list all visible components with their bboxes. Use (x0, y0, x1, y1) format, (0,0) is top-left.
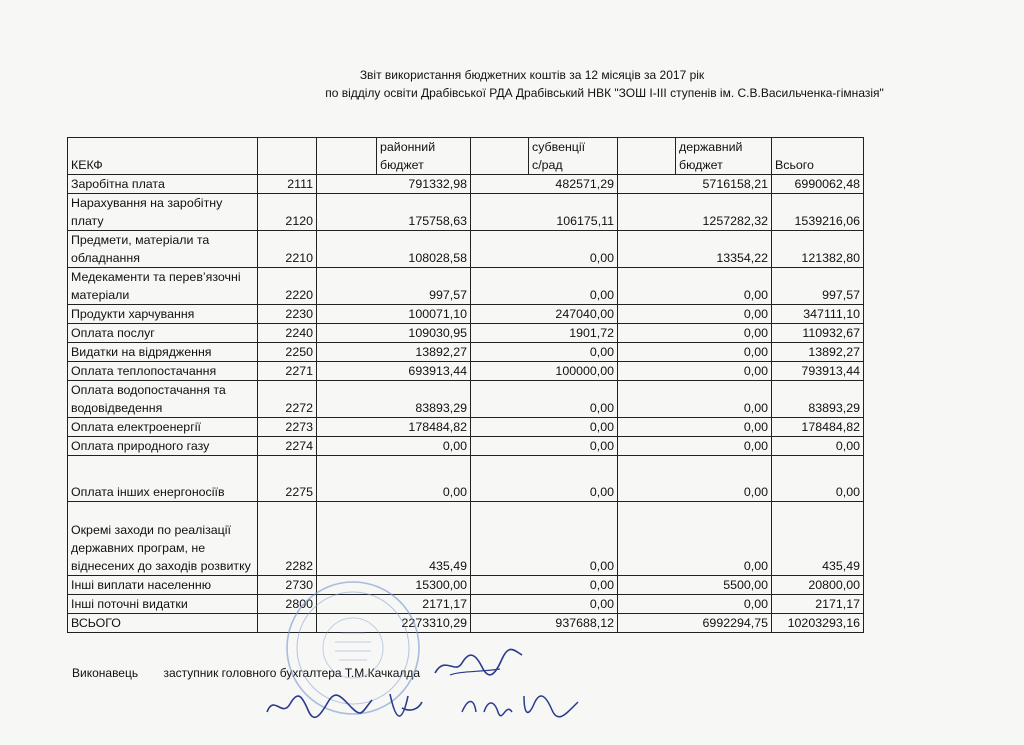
row-total: 1539216,06 (772, 194, 864, 231)
director-signature-icon (262, 682, 592, 732)
table-row (68, 456, 864, 502)
row-total: 997,57 (772, 268, 864, 305)
table-row (68, 268, 864, 305)
row-subvention: 247040,00 (471, 305, 618, 324)
row-district: 109030,95 (317, 324, 471, 343)
row-total: 435,49 (772, 502, 864, 576)
row-code: 2250 (258, 343, 317, 362)
row-code: 2273 (258, 418, 317, 437)
row-total: 793913,44 (772, 362, 864, 381)
row-state: 1257282,32 (618, 194, 772, 231)
row-state: 0,00 (618, 268, 772, 305)
row-subvention: 0,00 (471, 381, 618, 418)
total-label: ВСЬОГО (68, 614, 258, 633)
table-row (68, 343, 864, 362)
row-name: Нарахування на заробітну плату (68, 194, 258, 231)
row-state: 0,00 (618, 305, 772, 324)
row-district: 83893,29 (317, 381, 471, 418)
header-state-budget: державний бюджет (676, 138, 772, 175)
row-subvention: 0,00 (471, 595, 618, 614)
total-district: 2273310,29 (317, 614, 471, 633)
executor-position: заступник головного бухгалтера Т.М.Качкалда (163, 666, 421, 680)
total-state: 6992294,75 (618, 614, 772, 633)
row-total: 121382,80 (772, 231, 864, 268)
row-total: 110932,67 (772, 324, 864, 343)
row-state: 0,00 (618, 502, 772, 576)
executor-signature-icon (430, 645, 525, 685)
table-row (68, 194, 864, 231)
header-district-budget: районний бюджет (377, 138, 471, 175)
row-district: 997,57 (317, 268, 471, 305)
row-name: Предмети, матеріали та обладнання (68, 231, 258, 268)
row-name: Інші виплати населенню (68, 576, 258, 595)
table-row (68, 305, 864, 324)
row-district: 178484,82 (317, 418, 471, 437)
row-code: 2240 (258, 324, 317, 343)
row-district: 435,49 (317, 502, 471, 576)
row-subvention: 0,00 (471, 343, 618, 362)
row-state: 5500,00 (618, 576, 772, 595)
row-name: Оплата електроенергії (68, 418, 258, 437)
row-name: Окремі заходи по реалізації державних програм, не віднесених до заходів розвитку (68, 502, 258, 576)
row-district: 0,00 (317, 437, 471, 456)
row-code: 2730 (258, 576, 317, 595)
row-subvention: 0,00 (471, 418, 618, 437)
row-district: 108028,58 (317, 231, 471, 268)
row-state: 0,00 (618, 418, 772, 437)
row-total: 13892,27 (772, 343, 864, 362)
row-code: 2274 (258, 437, 317, 456)
row-subvention: 1901,72 (471, 324, 618, 343)
row-code: 2120 (258, 194, 317, 231)
budget-table-body (68, 138, 864, 633)
executor-label: Виконавець (72, 666, 139, 680)
report-title-line1: Звіт використання бюджетних коштів за 12 місяців за 2017 рік (359, 68, 705, 82)
table-row (68, 362, 864, 381)
row-total: 347111,10 (772, 305, 864, 324)
table-row (68, 595, 864, 614)
table-row (68, 502, 864, 576)
row-code: 2210 (258, 231, 317, 268)
row-subvention: 100000,00 (471, 362, 618, 381)
row-subvention: 106175,11 (471, 194, 618, 231)
table-row (68, 418, 864, 437)
row-name: Оплата послуг (68, 324, 258, 343)
row-name: Медекаменти та перев’язочні матеріали (68, 268, 258, 305)
row-state: 13354,22 (618, 231, 772, 268)
row-state: 0,00 (618, 381, 772, 418)
table-row (68, 381, 864, 418)
table-row (68, 324, 864, 343)
row-state: 0,00 (618, 437, 772, 456)
row-total: 6990062,48 (772, 175, 864, 194)
total-subvention: 937688,12 (471, 614, 618, 633)
row-subvention: 0,00 (471, 502, 618, 576)
row-district: 175758,63 (317, 194, 471, 231)
row-name: Оплата водопостачання та водовідведення (68, 381, 258, 418)
row-code: 2271 (258, 362, 317, 381)
row-name: Оплата інших енергоносіїв (68, 456, 258, 502)
row-code: 2272 (258, 381, 317, 418)
total-grand: 10203293,16 (772, 614, 864, 633)
row-total: 20800,00 (772, 576, 864, 595)
budget-table (67, 137, 864, 633)
row-district: 0,00 (317, 456, 471, 502)
row-name: Інші поточні видатки (68, 595, 258, 614)
header-kekf: КЕКФ (68, 138, 258, 175)
table-total-row (68, 614, 864, 633)
row-name: Оплата теплопостачання (68, 362, 258, 381)
row-district: 693913,44 (317, 362, 471, 381)
table-header-row (68, 138, 864, 175)
row-total: 0,00 (772, 437, 864, 456)
row-district: 2171,17 (317, 595, 471, 614)
row-name: Видатки на відрядження (68, 343, 258, 362)
row-name: Оплата природного газу (68, 437, 258, 456)
row-district: 791332,98 (317, 175, 471, 194)
row-code: 2282 (258, 502, 317, 576)
row-total: 178484,82 (772, 418, 864, 437)
row-code: 2111 (258, 175, 317, 194)
header-total: Всього (772, 138, 864, 175)
row-state: 0,00 (618, 343, 772, 362)
row-district: 13892,27 (317, 343, 471, 362)
row-state: 0,00 (618, 456, 772, 502)
row-subvention: 0,00 (471, 268, 618, 305)
row-subvention: 0,00 (471, 576, 618, 595)
row-state: 0,00 (618, 362, 772, 381)
row-name: Продукти харчування (68, 305, 258, 324)
row-code: 2800 (258, 595, 317, 614)
report-title-line2: по відділу освіти Драбівської РДА Драбівський НВК "ЗОШ І-ІІІ ступенів ім. С.В.Васильченка-гімназія" (325, 86, 884, 100)
row-code: 2230 (258, 305, 317, 324)
row-total: 2171,17 (772, 595, 864, 614)
row-state: 5716158,21 (618, 175, 772, 194)
table-row (68, 231, 864, 268)
row-state: 0,00 (618, 595, 772, 614)
row-state: 0,00 (618, 324, 772, 343)
header-subvention: субвенції с/рад (529, 138, 618, 175)
row-total: 0,00 (772, 456, 864, 502)
row-name: Заробітна плата (68, 175, 258, 194)
row-subvention: 482571,29 (471, 175, 618, 194)
row-subvention: 0,00 (471, 456, 618, 502)
row-district: 15300,00 (317, 576, 471, 595)
row-district: 100071,10 (317, 305, 471, 324)
table-row (68, 437, 864, 456)
row-code: 2275 (258, 456, 317, 502)
row-code: 2220 (258, 268, 317, 305)
table-row (68, 576, 864, 595)
row-subvention: 0,00 (471, 437, 618, 456)
table-row (68, 175, 864, 194)
report-title (0, 66, 1024, 102)
row-total: 83893,29 (772, 381, 864, 418)
row-subvention: 0,00 (471, 231, 618, 268)
